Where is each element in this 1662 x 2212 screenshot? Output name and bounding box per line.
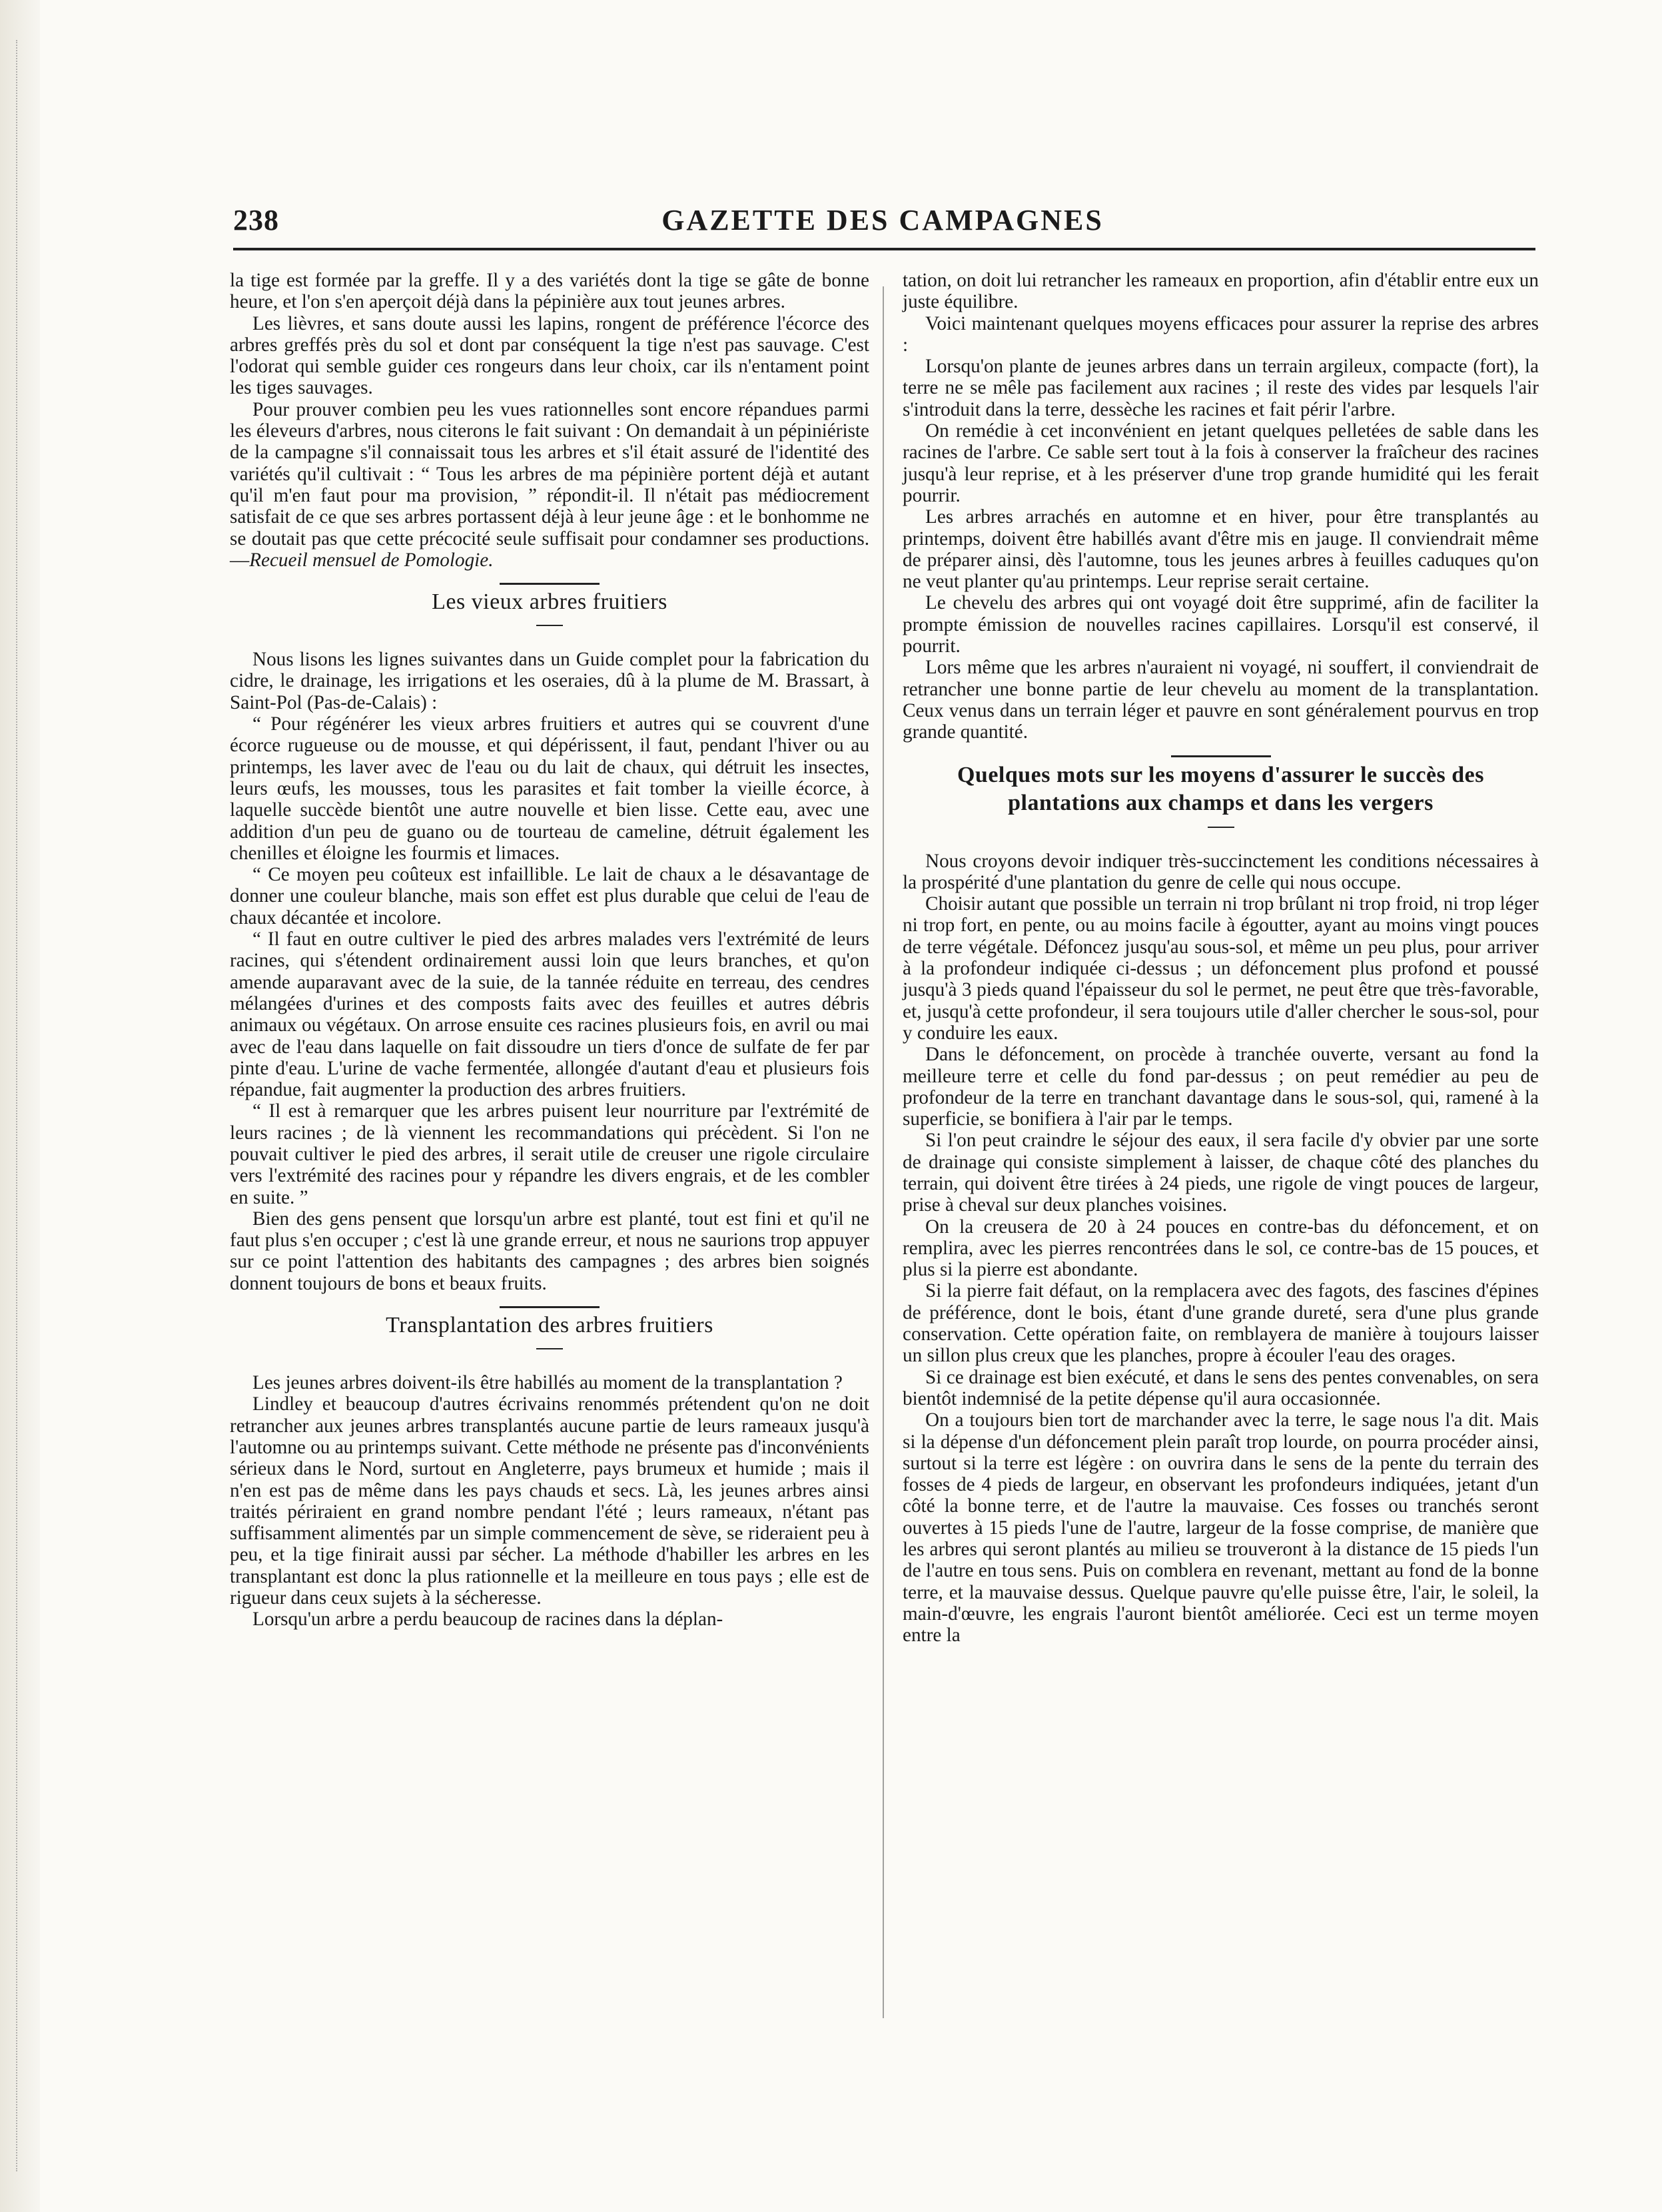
source-citation: Recueil mensuel de Pomologie. [249,549,494,571]
section-rule [1208,827,1234,828]
page-header [233,203,1532,243]
section-rule [536,625,563,626]
paragraph: Le chevelu des arbres qui ont voyagé doit être supprimé, afin de faciliter la prompte émission de nouvelles racines capillaires. Lorsqu'il est conservé, il pourrit. [903,592,1539,657]
paragraph: Nous croyons devoir indiquer très-succinctement les conditions nécessaires à la prospérité d'une plantation du genre de celle qui nous occupe. [903,850,1539,893]
paragraph: “ Ce moyen peu coûteux est infaillible. Le lait de chaux a le désavantage de donner une couleur blanche, mais son effet est plus durable que celui de l'eau de chaux décantée et incolore. [230,864,869,928]
paragraph: la tige est formée par la greffe. Il y a des variétés dont la tige se gâte de bonne heure, et l'on s'en aperçoit déjà dans la pépinière aux tout jeunes arbres. [230,270,869,313]
paragraph: Bien des gens pensent que lorsqu'un arbre est planté, tout est fini et qu'il ne faut plus s'en occuper ; c'est là une grande erreur, et nous ne saurions trop appuyer sur ce point l'attention des habitants des campagnes ; des arbres bien soignés donnent toujours de bons et beaux fruits. [230,1208,869,1294]
paragraph: “ Il est à remarquer que les arbres puisent leur nourriture par l'extrémité de leurs racines ; de là viennent les recommandations qui précèdent. Si l'on ne pouvait cultiver le pied des arbres, il serait utile de creuser une rigole circulaire vers l'extrémité des racines pour y répandre les divers engrais, et de les combler en suite. ” [230,1100,869,1208]
paragraph-text: Pour prouver combien peu les vues rationnelles sont encore répandues parmi les éleveurs d'arbres, nous citerons le fait suivant : On demandait à un pépiniériste de la campagne s'il connaissait tous les arbres et s'il était assuré de l'identité des variétés qu'il cultivait : “ Tous les arbres de ma pépinière portent déjà et autant qu'il m'en faut pour ma provision, ” répondit-il. Il n'était pas médiocrement satisfait de ce que ses arbres portassent déjà à leur jeune âge : et le bonhomme ne se doutait pas que cette précocité seule suffisait pour condamner ses productions. [230,398,869,550]
page-spine-shadow [0,0,40,2212]
right-column [903,270,1539,1647]
paragraph: Si la pierre fait défaut, on la remplacera avec des fagots, des fascines d'épines de préférence, dont le bois, étant d'une grande dureté, sera d'une plus grande conservation. Cette opération faite, on remblayera de manière à toujours laisser un sillon plus creux que les planches, propre à écouler l'eau des orages. [903,1280,1539,1367]
section-rule [1171,755,1271,757]
column-divider [883,286,884,2018]
paragraph: Si ce drainage est bien exécuté, et dans le sens des pentes convenables, on sera bientôt indemnisé de la petite dépense qu'il aura occasionnée. [903,1366,1539,1409]
paragraph: “ Il faut en outre cultiver le pied des arbres malades vers l'extrémité de leurs racines, qui s'étendent ordinairement aussi loin que leurs branches, et qu'on amende auparavant avec de la suie, de la tannée réduite en terreau, des cendres mélangées d'urines et des composts faits avec des feuilles et autres débris animaux ou végétaux. On arrose ensuite ces racines plusieurs fois, en avril ou mai avec de l'eau dans laquelle on fait dissoudre un tiers d'once de sulfate de fer par pinte d'eau. L'urine de vache fermentée, allongée d'autant d'eau et plusieurs fois répandue, fait augmenter la production des arbres fruitiers. [230,928,869,1101]
section-title: Les vieux arbres fruitiers [432,589,667,615]
paragraph: Lorsqu'on plante de jeunes arbres dans un terrain argileux, compacte (fort), la terre ne se mêle pas facilement aux racines ; il reste des vides par lesquels l'air s'introduit dans la terre, dessèche les racines et fait périr l'arbre. [903,356,1539,420]
section-rule [500,583,600,585]
paragraph: “ Pour régénérer les vieux arbres fruitiers et autres qui se couvrent d'une écorce rugueuse ou de mousse, et qui dépérissent, il faut, pendant l'hiver ou au printemps, les laver avec de l'eau ou du lait de chaux, qui détruit les insectes, leurs œufs, les mousses, tous les parasites et fait tomber la vieille écorce, à laquelle succède bientôt une autre nouvelle et bien lisse. Cette eau, avec une addition d'un peu de guano ou de tourteau de cameline, détruit également les chenilles et éloigne les fourmis et limaces. [230,713,869,864]
paragraph: Lors même que les arbres n'auraient ni voyagé, ni souffert, il conviendrait de retrancher une bonne partie de leur chevelu au moment de la transplantation. Ceux venus dans un terrain léger et pauvre en sont généralement pourvus en trop grande quantité. [903,657,1539,743]
paragraph: On la creusera de 20 à 24 pouces en contre-bas du défoncement, et on remplira, avec les pierres rencontrées dans le sol, ce contre-bas de 15 pouces, et plus si la pierre est abondante. [903,1216,1539,1281]
left-column [230,270,869,1631]
paragraph: Dans le défoncement, on procède à tranchée ouverte, versant au fond la meilleure terre et celle du fond par-dessus ; on peut remédier au peu de profondeur de la terre en tranchant davantage dans le sous-sol, qui, ramené à la superficie, se bonifiera à l'air par le temps. [903,1044,1539,1130]
paragraph: Les lièvres, et sans doute aussi les lapins, rongent de préférence l'écorce des arbres greffés près du sol et dont par conséquent la tige n'est pas sauvage. C'est l'odorat qui semble guider ces rongeurs dans leur choix, car ils n'entament point les tiges sauvages. [230,312,869,399]
binding-holes [16,40,21,2171]
paragraph: Voici maintenant quelques moyens efficaces pour assurer la reprise des arbres : [903,312,1539,356]
page-number: 238 [233,204,279,236]
paragraph: tation, on doit lui retrancher les rameaux en proportion, afin d'établir entre eux un juste équilibre. [903,270,1539,313]
paragraph: Pour prouver combien peu les vues rationnelles sont encore répandues parmi les éleveurs d'arbres, nous citerons le fait suivant : On demandait à un pépiniériste de la campagne s'il connaissait tous les arbres et s'il était assuré de l'identité des variétés qu'il cultivait : “ Tous les arbres de ma pépinière portent déjà et autant qu'il m'en faut pour ma provision, ” répondit-il. Il n'était pas médiocrement satisfait de ce que ses arbres portassent déjà à leur jeune âge : et le bonhomme ne se doutait pas que cette précocité seule suffisait pour condamner ses productions.—Recueil mensuel de Pomologie. [230,398,869,571]
section-rule [500,1306,600,1308]
paragraph: Nous lisons les lignes suivantes dans un Guide complet pour la fabrication du cidre, le drainage, les irrigations et les oseraies, dû à la plume de M. Brassart, à Saint-Pol (Pas-de-Calais) : [230,649,869,713]
paragraph: Si l'on peut craindre le séjour des eaux, il sera facile d'y obvier par une sorte de drainage qui consiste simplement à laisser, de chaque côté des planches du terrain, qui doivent être tirées à 24 pieds, une rigole de vingt pouces de largeur, prise à cheval sur deux planches voisines. [903,1130,1539,1216]
paragraph: Les arbres arrachés en automne et en hiver, pour être transplantés au printemps, doivent être habillés avant d'être mis en jauge. Il conviendrait même de préparer ainsi, dès l'automne, tous les jeunes arbres à feuilles caduques qu'on ne veut planter qu'au printemps. Leur reprise serait certaine. [903,506,1539,593]
paragraph: Les jeunes arbres doivent-ils être habillés au moment de la transplantation ? [252,1372,843,1394]
section-rule [536,1348,563,1349]
paragraph: Lindley et beaucoup d'autres écrivains renommés prétendent qu'on ne doit retrancher aux jeunes arbres transplantés aucune partie de leurs rameaux jusqu'à l'automne ou au printemps suivant. Cette méthode ne présente pas d'inconvénients sérieux dans le Nord, surtout en Angleterre, pays brumeux et humide ; mais il n'en est pas de même dans les pays chauds et secs. Là, les jeunes arbres ainsi traités périraient en grand nombre pendant l'été ; leurs rameaux, n'étant pas suffisamment alimentés par un simple commencement de sève, se rideraient peu à peu, et la tige finirait aussi par sécher. La méthode d'habiller les arbres en les transplantant est donc la plus rationnelle et la meilleure en tous pays ; elle est de rigueur dans ceux sujets à la sécheresse. [230,1393,869,1609]
header-rule [233,248,1535,250]
section-title: Quelques mots sur les moyens d'assurer le succès des plantations aux champs et dans les vergers [957,762,1485,815]
paragraph: Lorsqu'un arbre a perdu beaucoup de racines dans la déplan- [252,1609,723,1631]
paragraph: On a toujours bien tort de marchander avec la terre, le sage nous l'a dit. Mais si la dépense d'un défoncement plein paraît trop lourde, on pourra procéder ainsi, surtout si la terre est légère : on ouvrira dans le sens de la pente du terrain des fosses de 4 pieds de largeur, en observant les profondeurs indiquées, jetant d'un côté la bonne terre, et de l'autre la mauvaise. Ces fosses ou tranchés seront ouvertes à 15 pieds l'une de l'autre, largeur de la fosse comprise, de manière que les arbres qui seront plantés au milieu se trouveront à la distance de 15 pieds l'un de l'autre en tous sens. Puis on comblera en revenant, mettant au fond de la bonne terre, et la mauvaise dessus. Quelque pauvre qu'elle puisse être, l'air, le soleil, la main-d'œuvre, les engrais l'auront bientôt améliorée. Ceci est un terme moyen entre la [903,1409,1539,1647]
newspaper-title: GAZETTE DES CAMPAGNES [661,204,1104,236]
paragraph: On remédie à cet inconvénient en jetant quelques pelletées de sable dans les racines de l'arbre. Ce sable sert tout à la fois à conserver la fraîcheur des racines jusqu'à leur reprise, et à les préserver d'une trop grande humidité qui les ferait pourrir. [903,420,1539,506]
section-title: Transplantation des arbres fruitiers [386,1313,713,1338]
paragraph: Choisir autant que possible un terrain ni trop brûlant ni trop froid, ni trop léger ni trop fort, en pente, ou au moins facile à égoutter, ayant au moins vingt pouces de terre végétale. Défoncez jusqu'au sous-sol, et même un peu plus, pour arriver à la profondeur indiquée ci-dessus ; un défoncement plus profond et poussé jusqu'à 3 pieds quand l'épaisseur du sol le permet, ne peut être que très-favorable, et, jusqu'à cette profondeur, il sera toujours utile d'aller chercher le sous-sol, pour y conduire les eaux. [903,893,1539,1044]
